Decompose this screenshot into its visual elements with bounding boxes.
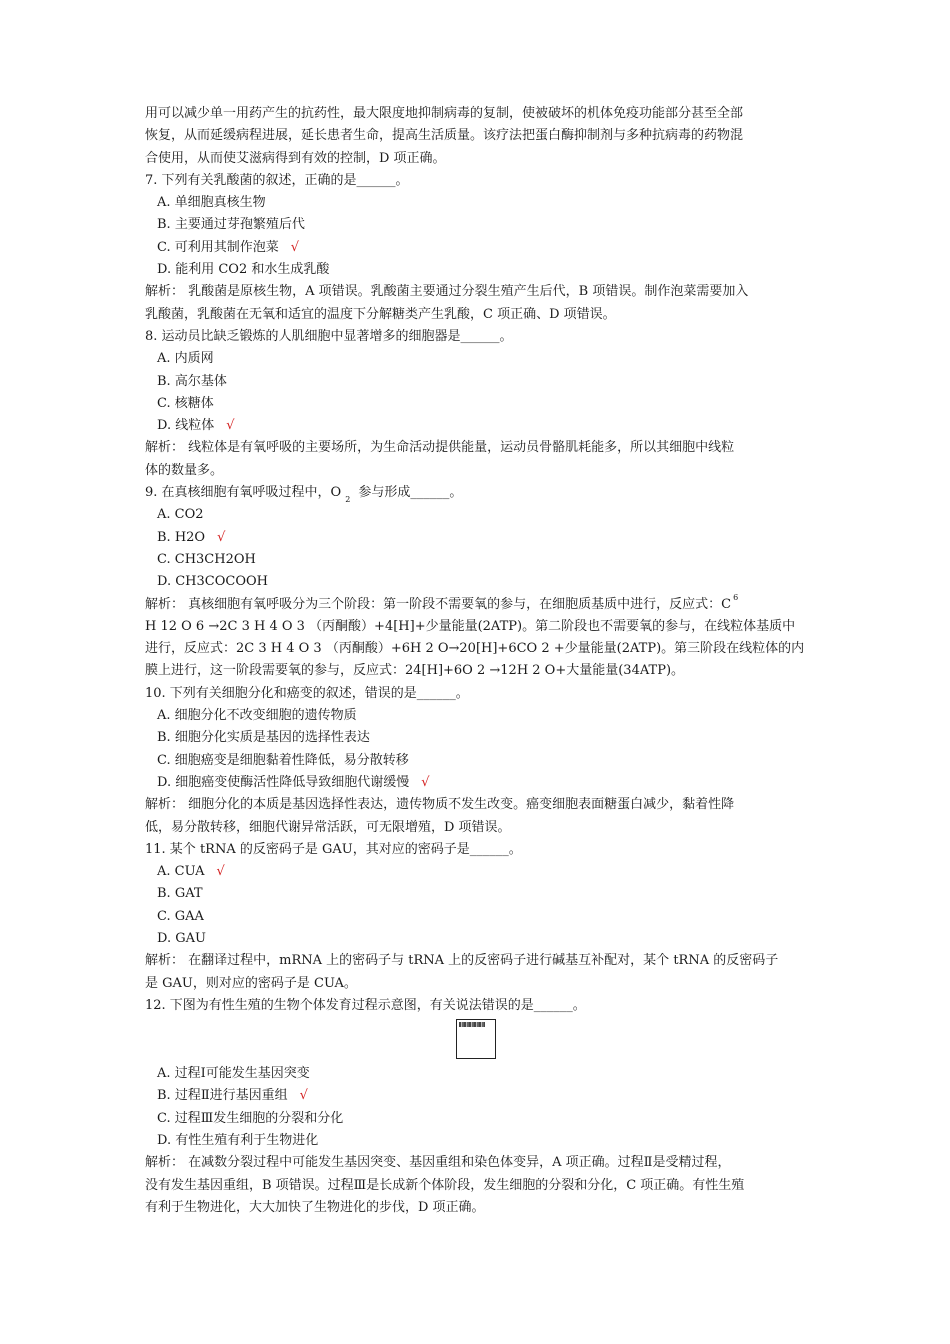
q10-analysis: 解析： 细胞分化的本质是基因选择性表达，遗传物质不发生改变。癌变细胞表面糖蛋白减少，黏着性降 xyxy=(145,797,735,813)
q11-stem: 11. 某个 tRNA 的反密码子是 GAU，其对应的密码子是______。 xyxy=(145,841,522,857)
q10-analysis: 低，易分散转移，细胞代谢异常活跃，可无限增殖，D 项错误。 xyxy=(145,819,511,835)
q10-option-d-text: D. 细胞癌变使酶活性降低导致细胞代谢缓慢 xyxy=(157,774,410,790)
intro-line: 合使用，从而使艾滋病得到有效的控制，D 项正确。 xyxy=(145,150,446,166)
q10-option-d xyxy=(145,772,810,794)
q9-stem-pre: 9. 在真核细胞有氧呼吸过程中，O xyxy=(145,485,342,501)
q8-option-c: C. 核糖体 xyxy=(157,395,214,411)
q10-option-b: B. 细胞分化实质是基因的选择性表达 xyxy=(157,730,370,746)
check-mark-icon: √ xyxy=(226,418,235,434)
q9-stem-post: 参与形成______。 xyxy=(354,485,463,501)
q11-analysis: 是 GAU，则对应的密码子是 CUA。 xyxy=(145,975,357,991)
intro-line: 用可以减少单一用药产生的抗药性，最大限度地抑制病毒的复制，使被破坏的机体免疫功能部分甚至全部 xyxy=(145,106,744,121)
q9-analysis: 进行，反应式：2C 3 H 4 O 3 （丙酮酸）+6H 2 O→20[H]+6CO 2 +少量能量(2ATP)。第三阶段在线粒体的内 xyxy=(145,641,805,657)
q9-option-b xyxy=(145,527,810,549)
q12-analysis: 没有发生基因重组，B 项错误。过程Ⅲ是长成新个体阶段，发生细胞的分裂和分化，C 项正确。有性生殖 xyxy=(145,1177,745,1193)
q11-analysis: 解析： 在翻译过程中，mRNA 上的密码子与 tRNA 上的反密码子进行碱基互补配对，某个 tRNA 的反密码子 xyxy=(145,953,779,969)
q9-option-d: D. CH3COCOOH xyxy=(157,574,268,590)
q7-option-d: D. 能利用 CO2 和水生成乳酸 xyxy=(157,262,330,278)
q12-option-c: C. 过程Ⅲ发生细胞的分裂和分化 xyxy=(157,1110,344,1126)
q9-stem-subscript: 2 xyxy=(345,495,351,505)
q9-analysis-subscript: 6 xyxy=(733,592,739,602)
q10-option-a: A. 细胞分化不改变细胞的遗传物质 xyxy=(157,708,357,724)
q11-option-b: B. GAT xyxy=(157,886,203,902)
q11-option-a xyxy=(145,861,810,883)
q9-analysis-text: 解析： 真核细胞有氧呼吸分为三个阶段：第一阶段不需要氧的参与，在细胞质基质中进行，反应式：C xyxy=(145,596,732,612)
q10-option-c: C. 细胞癌变是细胞黏着性降低，易分散转移 xyxy=(157,752,409,768)
q12-stem: 12. 下图为有性生殖的生物个体发育过程示意图，有关说法错误的是______。 xyxy=(145,997,586,1013)
q11-option-a-text: A. CUA xyxy=(157,864,205,880)
check-mark-icon: √ xyxy=(299,1088,308,1104)
q12-analysis: 解析： 在减数分裂过程中可能发生基因突变、基因重组和染色体变异，A 项正确。过程Ⅱ是受精过程， xyxy=(145,1155,731,1171)
q9-stem xyxy=(145,482,810,504)
q9-option-b-text: B. H2O xyxy=(157,529,206,545)
q8-analysis: 体的数量多。 xyxy=(145,462,224,478)
q9-analysis: 膜上进行，这一阶段需要氧的参与，反应式：24[H]+6O 2 →12H 2 O+大量能量(34ATP)。 xyxy=(145,663,685,679)
q12-option-b xyxy=(145,1085,810,1107)
diagram-thumbnail-strip xyxy=(459,1022,485,1027)
q9-option-c: C. CH3CH2OH xyxy=(157,551,256,567)
q10-stem: 10. 下列有关细胞分化和癌变的叙述，错误的是______。 xyxy=(145,685,469,701)
q7-stem: 7. 下列有关乳酸菌的叙述，正确的是______。 xyxy=(145,172,409,188)
q12-option-a: A. 过程Ⅰ可能发生基因突变 xyxy=(157,1066,310,1082)
q8-option-d xyxy=(145,415,810,437)
q11-option-c: C. GAA xyxy=(157,908,204,924)
document-body xyxy=(145,103,810,1219)
q12-figure-row xyxy=(145,1017,810,1063)
q9-analysis: H 12 O 6 →2C 3 H 4 O 3 （丙酮酸）+4[H]+少量能量(2ATP)。第二阶段也不需要氧的参与，在线粒体基质中 xyxy=(145,618,796,634)
q8-option-d-text: D. 线粒体 xyxy=(157,418,215,434)
intro-line: 恢复，从而延缓病程进展，延长患者生命，提高生活质量。该疗法把蛋白酶抑制剂与多种抗病毒的药物混 xyxy=(145,128,744,144)
q9-option-a: A. CO2 xyxy=(157,507,204,523)
q12-analysis: 有利于生物进化，大大加快了生物进化的步伐，D 项正确。 xyxy=(145,1199,485,1215)
q9-analysis xyxy=(145,594,810,616)
q7-analysis: 解析： 乳酸菌是原核生物，A 项错误。乳酸菌主要通过分裂生殖产生后代，B 项错误。制作泡菜需要加入 xyxy=(145,284,749,300)
check-mark-icon: √ xyxy=(290,239,300,255)
q7-option-c xyxy=(145,237,810,259)
q7-option-a: A. 单细胞真核生物 xyxy=(157,195,266,211)
development-diagram-image xyxy=(456,1019,496,1059)
q7-analysis: 乳酸菌，乳酸菌在无氧和适宜的温度下分解糖类产生乳酸，C 项正确、D 项错误。 xyxy=(145,306,616,322)
q8-option-a: A. 内质网 xyxy=(157,351,214,367)
check-mark-icon: √ xyxy=(216,864,225,880)
q7-option-b: B. 主要通过芽孢繁殖后代 xyxy=(157,217,305,233)
check-mark-icon: √ xyxy=(421,774,430,790)
q8-stem: 8. 运动员比缺乏锻炼的人肌细胞中显著增多的细胞器是______。 xyxy=(145,328,513,344)
q12-option-d: D. 有性生殖有利于生物进化 xyxy=(157,1133,319,1149)
check-mark-icon: √ xyxy=(217,529,226,545)
q7-option-c-text: C. 可利用其制作泡菜 xyxy=(157,239,279,255)
q8-analysis: 解析： 线粒体是有氧呼吸的主要场所，为生命活动提供能量，运动员骨骼肌耗能多，所以其细胞中线粒 xyxy=(145,440,735,456)
q11-option-d: D. GAU xyxy=(157,930,206,946)
q12-option-b-text: B. 过程Ⅱ进行基因重组 xyxy=(157,1088,288,1104)
q8-option-b: B. 高尔基体 xyxy=(157,373,227,389)
